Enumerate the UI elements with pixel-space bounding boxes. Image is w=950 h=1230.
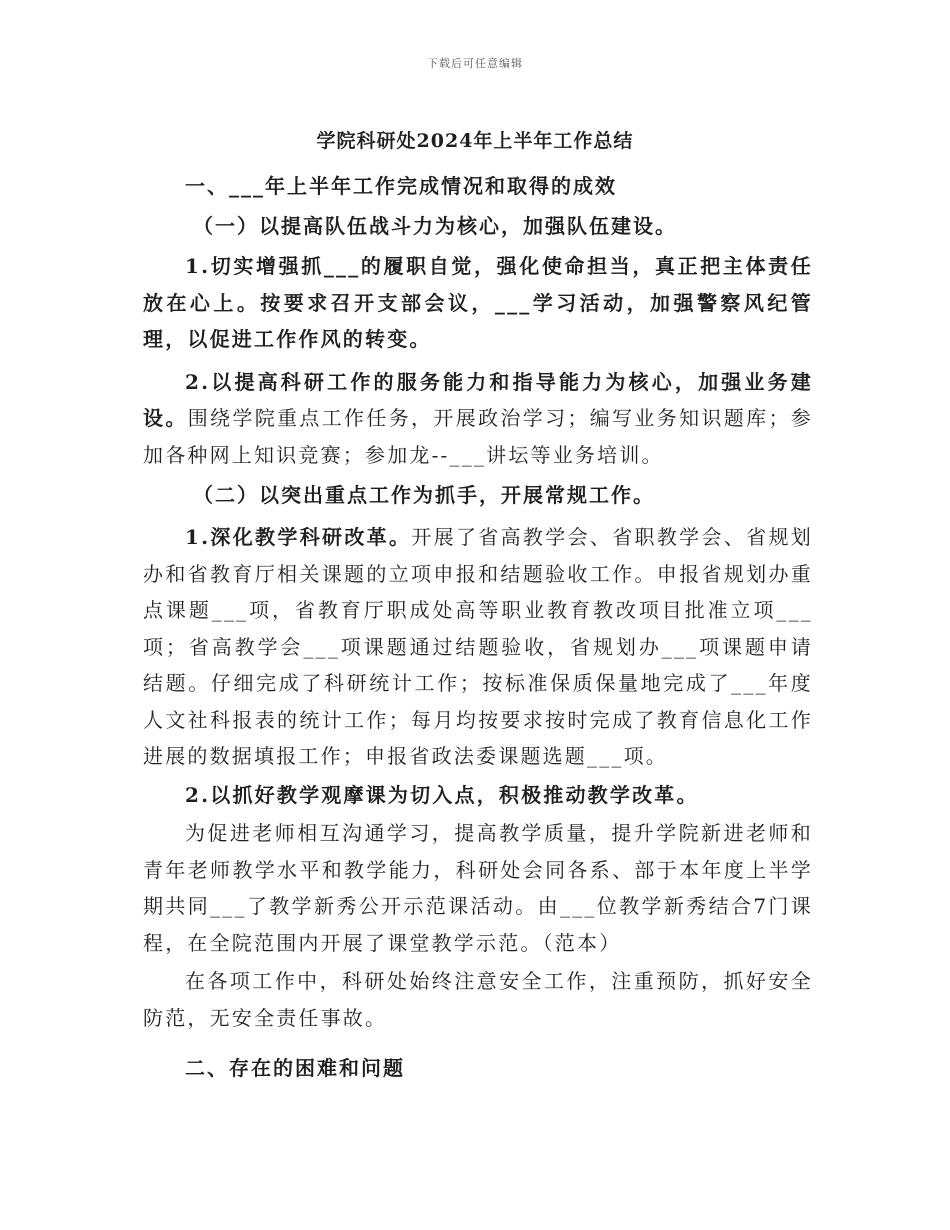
header-note: 下载后可任意编辑: [427, 57, 523, 70]
sub1-item1: 1.切实增强抓___的履职自觉，强化使命担当，真正把主体责任放在心上。按要求召开支部会议，___学习活动，加强警察风纪管理，以促进工作作风的转变。: [143, 254, 813, 351]
sub1-item2: [143, 364, 813, 474]
sub2-item2-heading: 2.以抓好教学观摩课为切入点，积极推动教学改革。: [185, 782, 699, 807]
safety-paragraph: 在各项工作中，科研处始终注意安全工作，注重预防，抓好安全防范，无安全责任事故。: [143, 969, 813, 1030]
sub1-heading: （一）以提高队伍战斗力为核心，加强队伍建设。: [193, 214, 677, 238]
sub1-item2-rest: 围绕学院重点工作任务，开展政治学习；编写业务知识题库；参加各种网上知识竞赛；参加龙--___讲坛等业务培训。: [143, 406, 813, 467]
document-title: 学院科研处2024年上半年工作总结: [316, 130, 634, 152]
sub2-item1-lead: 1.深化教学科研改革。: [185, 525, 412, 549]
sub1-item2-lead: 2.以提高科研工作的服务能力和指导能力为核心，加强业务建设。: [143, 369, 813, 430]
sub2-heading: （二）以突出重点工作为抓手，开展常规工作。: [193, 483, 655, 507]
section1-heading: 一、___年上半年工作完成情况和取得的成效: [185, 174, 617, 198]
sub2-item2-body: 为促进老师相互沟通学习，提高教学质量，提升学院新进老师和青年老师教学水平和教学能力，科研处会同各系、部于本年度上半学期共同___了教学新秀公开示范课活动。由___位教学新秀结合7门课程，在全院范围内开展了课堂教学示范。（范本）: [143, 821, 813, 955]
section2-heading: 二、存在的困难和问题: [185, 1056, 405, 1080]
sub2-item1: [143, 519, 813, 775]
document-body: [143, 168, 813, 1086]
sub2-item1-rest: 开展了省高教学会、省职教学会、省规划办和省教育厅相关课题的立项申报和结题验收工作。申报省规划办重点课题___项，省教育厅职成处高等职业教育教改项目批准立项___项；省高教学会___项课题通过结题验收，省规划办___项课题申请结题。仔细完成了科研统计工作；按标准保质保量地完成了___年度人文社科报表的统计工作；每月均按要求按时完成了教育信息化工作进展的数据填报工作；申报省政法委课题选题___项。: [143, 525, 813, 768]
